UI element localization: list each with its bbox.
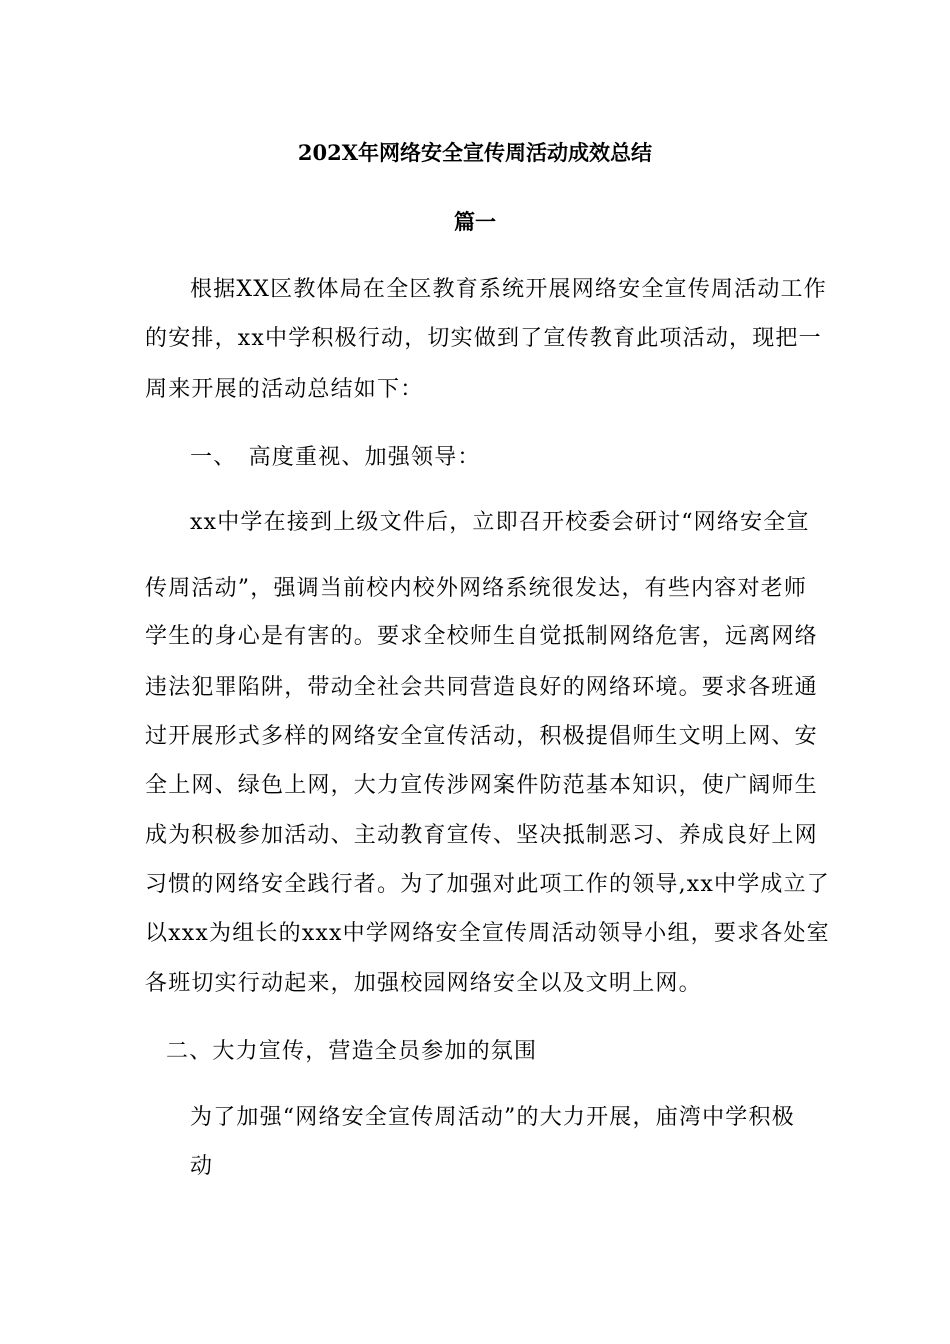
section1-heading: 一、 高度重视、加强领导： <box>190 445 481 470</box>
document-title: 202X年网络安全宣传周活动成效总结 <box>297 140 653 165</box>
section1-line: 违法犯罪陷阱，带动全社会共同营造良好的网络环境。要求各班通 <box>145 675 818 700</box>
document-subtitle: 篇一 <box>454 209 496 234</box>
section2-line: 动 <box>190 1154 214 1179</box>
section1-first-line: xx中学在接到上级文件后，立即召开校委会研讨“网络安全宣 <box>190 510 810 535</box>
section1-line: 过开展形式多样的网络安全宣传活动，积极提倡师生文明上网、安 <box>145 724 818 749</box>
section1-line: 习惯的网络安全践行者。为了加强对此项工作的领导,xx中学成立了 <box>145 872 831 897</box>
section1-line: 各班切实行动起来，加强校园网络安全以及文明上网。 <box>145 971 702 996</box>
section1-line: 全上网、绿色上网，大力宣传涉网案件防范基本知识，使广阔师生 <box>145 773 818 798</box>
intro-line: 根据XX区教体局在全区教育系统开展网络安全宣传周活动工作 <box>190 277 827 302</box>
section1-line: 传周活动”，强调当前校内校外网络系统很发达，有些内容对老师 <box>145 576 808 601</box>
section1-line: 成为积极参加活动、主动教育宣传、坚决抵制恶习、养成良好上网 <box>145 823 818 848</box>
intro-line: 周来开展的活动总结如下： <box>145 377 424 402</box>
section1-line: 学生的身心是有害的。要求全校师生自觉抵制网络危害，远离网络 <box>145 624 818 649</box>
section2-line: 为了加强“网络安全宣传周活动”的大力开展，庙湾中学积极 <box>190 1105 795 1130</box>
section1-line: 以xxx为组长的xxx中学网络安全宣传周活动领导小组，要求各处室 <box>145 921 830 946</box>
intro-line: 的安排，xx中学积极行动，切实做到了宣传教育此项活动，现把一 <box>145 326 822 351</box>
section2-heading: 二、大力宣传，营造全员参加的氛围 <box>166 1039 538 1064</box>
